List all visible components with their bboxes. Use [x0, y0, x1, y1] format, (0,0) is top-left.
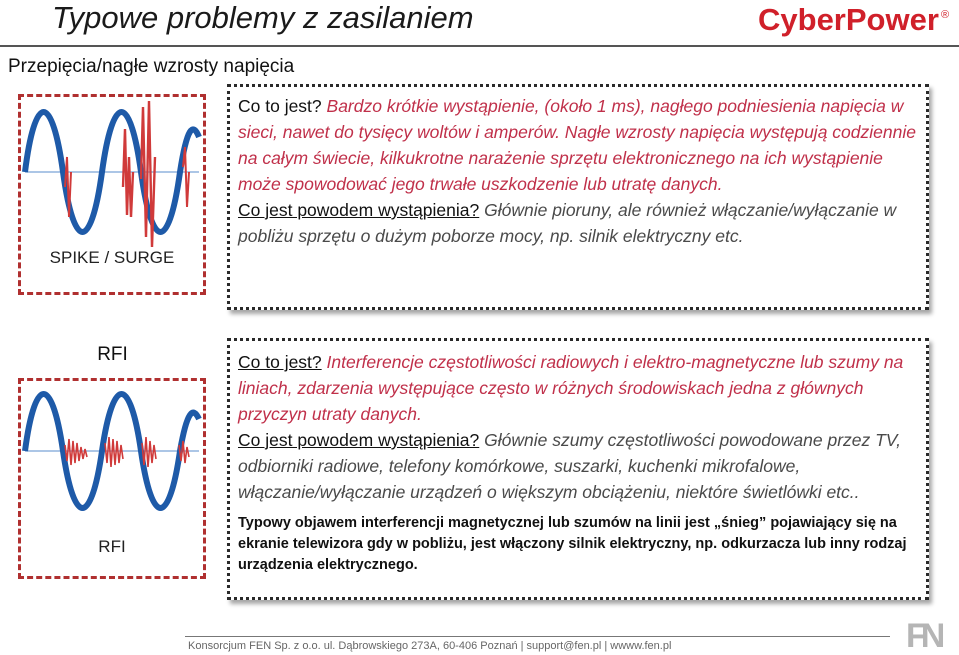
rfi-wave-label: RFI [98, 537, 126, 556]
logo-registered-mark: ® [941, 9, 950, 21]
spike-definition [238, 93, 918, 197]
rfi-q1-label: Co to jest? [238, 352, 322, 372]
spike-q1-label: Co to jest? [238, 96, 322, 116]
footer-divider [185, 636, 890, 637]
spike-description-box [227, 84, 929, 310]
rfi-q2-text: Głównie szumy częstotliwości powodowane przez TV, odbiorniki radiowe, telefony komórkowe, suszarki, kuchenki mikrofalowe, włączanie/wyłączanie urządzeń o większym obciążeniu, niektóre świetlówki etc.. [238, 430, 902, 502]
spike-q2-label: Co jest powodem wystąpienia? [238, 200, 480, 220]
fen-logo-text: FN [906, 617, 940, 652]
footer-contact: Konsorcjum FEN Sp. z o.o. ul. Dąbrowskiego 273A, 60-406 Poznań | support@fen.pl | wwww.fen.pl [188, 640, 672, 652]
spike-q2-text: Głównie pioruny, ale również włączanie/wyłączanie w pobliżu sprzętu o dużym poborze mocy, np. silnik elektryczny etc. [238, 200, 897, 246]
rfi-symptom-note: Typowy objawem interferencji magnetycznej lub szumów na linii jest „śnieg” pojawiający się na ekranie telewizora gdy w pobliżu, jest włączony silnik elektryczny, np. odkurzacza lub inny rodzaj urządzenia elektrycznego. [238, 515, 907, 573]
page-title: Typowe problemy z zasilaniem [52, 0, 474, 35]
title-divider [0, 45, 959, 47]
spike-q1-text: Bardzo krótkie wystąpienie, (około 1 ms), nagłego podniesienia napięcia w sieci, nawet do tysięcy woltów i amperów. Nagłe wzrosty napięcia występują codziennie na całym świecie, kilkukrotne narażenie sprzętu elektronicznego na ich wystąpienie może spowodować jego trwałe uszkodzenie lub utratę danych. [238, 96, 916, 194]
rfi-q1-text: Interferencje częstotliwości radiowych i elektro-magnetyczne lub szumy na liniach, zdarzenia występujące często w różnych środowiskach jedna z głównych przyczyn utraty danych. [238, 352, 904, 424]
rfi-cause [238, 427, 918, 505]
section-subtitle: Przepięcia/nagłe wzrosty napięcia [8, 56, 295, 77]
rfi-heading: RFI [97, 344, 128, 365]
spike-surge-illustration [18, 94, 206, 295]
spike-cause [238, 197, 918, 249]
logo-text: CyberPower [758, 2, 939, 37]
rfi-q2-label: Co jest powodem wystąpienia? [238, 430, 480, 450]
rfi-definition [238, 349, 918, 427]
rfi-illustration [18, 378, 206, 579]
rfi-description-box [227, 338, 929, 600]
fen-logo [904, 614, 952, 652]
cyberpower-logo [756, 0, 951, 40]
spike-wave-label: SPIKE / SURGE [49, 248, 175, 267]
